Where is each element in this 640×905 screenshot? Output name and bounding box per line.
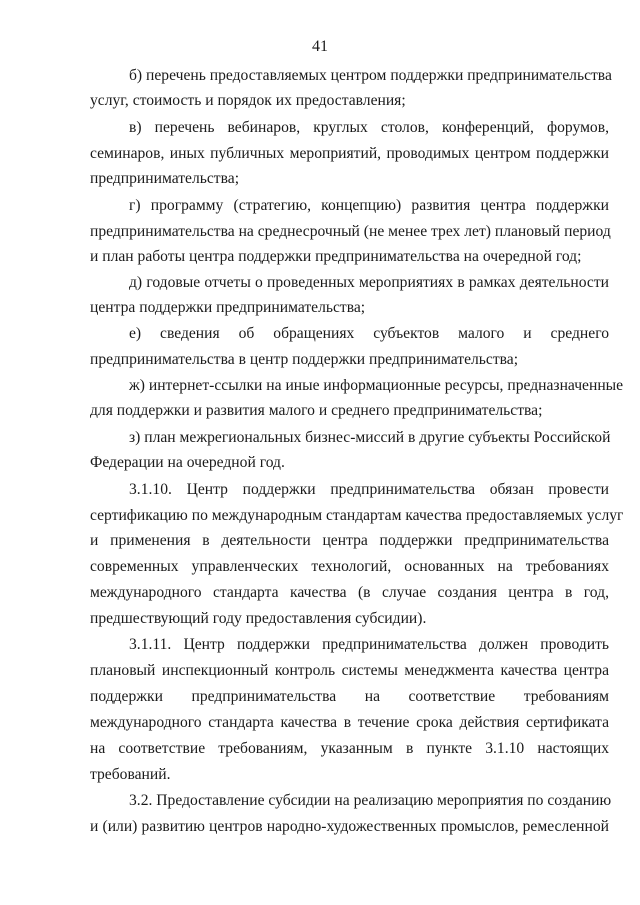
paragraph-first-line: з) план межрегиональных бизнес-миссий в другие субъекты Российской [129, 429, 611, 446]
paragraph-line: и план работы центра поддержки предпринимательства на очередной год; [90, 248, 582, 265]
paragraph-line: сертификацию по международным стандартам качества предоставляемых услуг [90, 507, 624, 524]
paragraph-first-line: г) программу (стратегию, концепцию) развития центра поддержки [129, 197, 609, 214]
page-number: 41 [312, 38, 328, 55]
paragraph-line: плановый инспекционный контроль системы менеджмента качества центра [90, 662, 609, 679]
paragraph-first-line: 3.1.11. Центр поддержки предпринимательства должен проводить [129, 636, 609, 653]
paragraph-line: международного стандарта качества в течение срока действия сертификата [90, 714, 609, 731]
paragraph-line: семинаров, иных публичных мероприятий, проводимых центром поддержки [90, 145, 609, 162]
paragraph-first-line: 3.1.10. Центр поддержки предпринимательства обязан провести [129, 481, 609, 498]
paragraph-line: современных управленческих технологий, основанных на требованиях [90, 558, 609, 575]
paragraph-line: международного стандарта качества (в случае создания центра в год, [90, 584, 609, 601]
paragraph-line: на соответствие требованиям, указанным в пункте 3.1.10 настоящих [90, 740, 609, 757]
paragraph-first-line: д) годовые отчеты о проведенных мероприятиях в рамках деятельности [129, 274, 609, 291]
paragraph-first-line: б) перечень предоставляемых центром поддержки предпринимательства [129, 67, 612, 84]
paragraph-line: требований. [90, 766, 171, 783]
paragraph-first-line: в) перечень вебинаров, круглых столов, конференций, форумов, [129, 119, 609, 136]
paragraph-line: предпринимательства на среднесрочный (не менее трех лет) плановый период [90, 223, 611, 240]
paragraph-line: Федерации на очередной год. [90, 454, 285, 471]
paragraph-line: предшествующий году предоставления субсидии). [90, 610, 427, 627]
paragraph-line: предпринимательства; [90, 170, 240, 187]
paragraph-line: центра поддержки предпринимательства; [90, 299, 366, 316]
paragraph-line: для поддержки и развития малого и среднего предпринимательства; [90, 402, 543, 419]
paragraph-first-line: ж) интернет-ссылки на иные информационные ресурсы, предназначенные [129, 377, 624, 394]
paragraph-first-line: 3.2. Предоставление субсидии на реализацию мероприятия по созданию [129, 792, 612, 809]
paragraph-line: и применения в деятельности центра поддержки предпринимательства [90, 532, 609, 549]
paragraph-line: поддержки предпринимательства на соответствие требованиям [90, 688, 609, 705]
paragraph-first-line: е) сведения об обращениях субъектов малого и среднего [129, 325, 609, 342]
paragraph-line: предпринимательства в центр поддержки предпринимательства; [90, 351, 519, 368]
paragraph-line: и (или) развитию центров народно-художественных промыслов, ремесленной [90, 818, 609, 835]
paragraph-line: услуг, стоимость и порядок их предоставления; [90, 92, 406, 109]
